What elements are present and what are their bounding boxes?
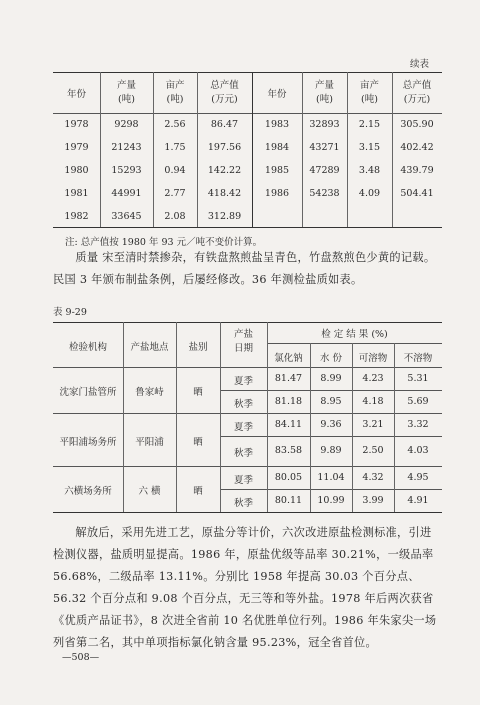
table-cell: 44991 [111,188,142,199]
table-row [53,113,442,136]
season-cell: 夏季 [233,376,253,387]
table-cell: 4.95 [407,472,429,483]
table-cell: 142.22 [207,165,242,176]
season-cell: 夏季 [233,422,253,433]
table-cell: 3.21 [362,419,384,430]
season-cell: 秋季 [233,448,253,459]
header-agency: 检验机构 [68,342,107,353]
table-cell: 86.47 [210,119,239,130]
closing-paragraph: 解放后，采用先进工艺，原盐分等计价，六次改进原盐检测标准，引进检测仪器，盐质明显提高。1986 年，原盐优级等品率 30.21%，一级品率 56.68%，二级品率 13.11%。分别比 1958 年提高 30.03 个百分点、56.32 个百分点和 9.08 个百分点，无三等和等外盐。1978 年后两次获省《优质产品证书》，8 次进全省前 10 名优胜单位行列。1986 年朱家尖一场列省第二名，其中单项指标氯化钠含量 95.23%，冠全省首位。 [53,526,437,649]
header-year: 年份 [66,89,86,100]
header-value: 总产值 (万元) [402,80,432,105]
table-cell [302,205,347,228]
season-cell: 夏季 [233,475,253,486]
table-cell: 4.23 [362,373,384,384]
table-note: 注: 总产值按 1980 年 93 元／吨不变价计算。 [65,237,263,248]
header-production-date: 产盐 日期 [233,329,253,354]
table-cell: 305.90 [400,119,434,130]
salt-type-cell: 晒 [193,486,203,497]
table-cell: 1984 [264,142,290,153]
page-number: —508— [62,652,100,663]
agency-cell: 沈家门盐管所 [59,387,117,398]
table-cell: 81.47 [274,373,303,384]
table-cell: 80.05 [274,472,303,483]
table-cell: 11.04 [317,472,345,483]
table-cell: 2.77 [164,188,186,199]
table-row [53,136,442,159]
header-place: 产盐地点 [130,342,169,353]
table-cell: 9.89 [320,445,342,456]
agency-cell: 六横场务所 [64,486,112,497]
table-cell: 504.41 [400,188,434,199]
table-cell: 3.32 [407,419,429,430]
header-year: 年份 [267,89,287,100]
table-cell: 1.75 [164,142,186,153]
table-cell: 2.15 [358,119,381,130]
header-value: 总产值 (万元) [210,80,239,105]
place-cell: 平阳浦 [135,437,164,448]
table-cell: 2.56 [164,119,186,130]
table-cell: 0.94 [164,165,186,176]
table-row [53,205,442,228]
table-cell: 1982 [64,211,89,222]
table-cell: 4.91 [407,495,429,506]
table-cell: 10.99 [317,495,345,506]
table-cell [392,205,442,228]
table-label: 表 9-29 [53,307,87,318]
table-cell: 4.03 [407,445,429,456]
table-cell: 1981 [64,188,89,199]
table-cell: 4.09 [358,188,381,199]
table-cell [347,205,392,228]
table-cell: 54238 [309,188,340,199]
table-cell: 81.18 [274,396,303,407]
salt-type-cell: 晒 [193,387,203,398]
table-cell: 4.18 [362,396,384,407]
table-row [53,159,442,182]
table-cell: 1985 [264,165,290,176]
header-test-results: 检 定 结 果 (%) [321,329,388,340]
table-cell: 47289 [309,165,340,176]
table1-header-row [53,73,442,113]
season-cell: 秋季 [233,399,253,410]
table-cell: 1980 [64,165,89,176]
table-cell: 9.36 [320,419,342,430]
header-soluble: 可溶物 [358,353,388,364]
table-cell: 1978 [64,119,89,130]
quality-paragraph: 质量 宋至清时禁掺杂，有铁盘熬煎盐呈青色，竹盘熬煎色少黄的记载。民国 3 年颁布制盐条例，后屡经修改。36 年测检盐质如表。 [53,251,436,286]
table-cell: 84.11 [274,419,303,430]
header-nacl: 氯化钠 [274,353,303,364]
table-cell: 2.50 [362,445,384,456]
table-cell: 83.58 [274,445,303,456]
table-cell: 15293 [111,165,142,176]
header-output: 产量 (吨) [116,80,136,105]
continued-label: 续表 [410,59,430,70]
table-cell: 21243 [111,142,142,153]
table-cell: 9298 [114,119,139,130]
header-insoluble: 不溶物 [403,353,433,364]
header-output: 产量 (吨) [314,80,334,105]
agency-cell: 平阳浦场务所 [59,437,117,448]
table-cell: 1983 [264,119,290,130]
table-row [53,182,442,205]
table-cell: 2.08 [164,211,186,222]
table-cell: 1979 [64,142,89,153]
table-cell: 5.69 [407,396,429,407]
table-cell: 8.99 [320,373,342,384]
table-cell: 1986 [264,188,290,199]
table-cell: 8.95 [320,396,342,407]
table-cell: 418.42 [207,188,242,199]
table-cell: 4.32 [362,472,384,483]
place-cell: 鲁家峙 [135,387,164,398]
table-cell: 5.31 [407,373,429,384]
table-cell: 33645 [111,211,142,222]
table-cell: 32893 [309,119,340,130]
salt-type-cell: 晒 [193,437,203,448]
season-cell: 秋季 [233,498,253,509]
header-moisture: 水 份 [319,353,343,364]
header-yield: 亩产 (吨) [359,80,379,105]
table-cell: 43271 [309,142,340,153]
table-cell: 312.89 [207,211,242,222]
place-cell: 六 横 [138,486,161,497]
table-cell: 80.11 [274,495,303,506]
table-cell [252,205,302,228]
table-cell: 3.99 [362,495,384,506]
header-salt-type: 盐别 [188,342,208,353]
table-cell: 3.15 [358,142,381,153]
table-cell: 439.79 [400,165,434,176]
table-cell: 402.42 [400,142,434,153]
header-yield: 亩产 (吨) [165,80,185,105]
table-cell: 3.48 [358,165,381,176]
table-cell: 197.56 [207,142,242,153]
